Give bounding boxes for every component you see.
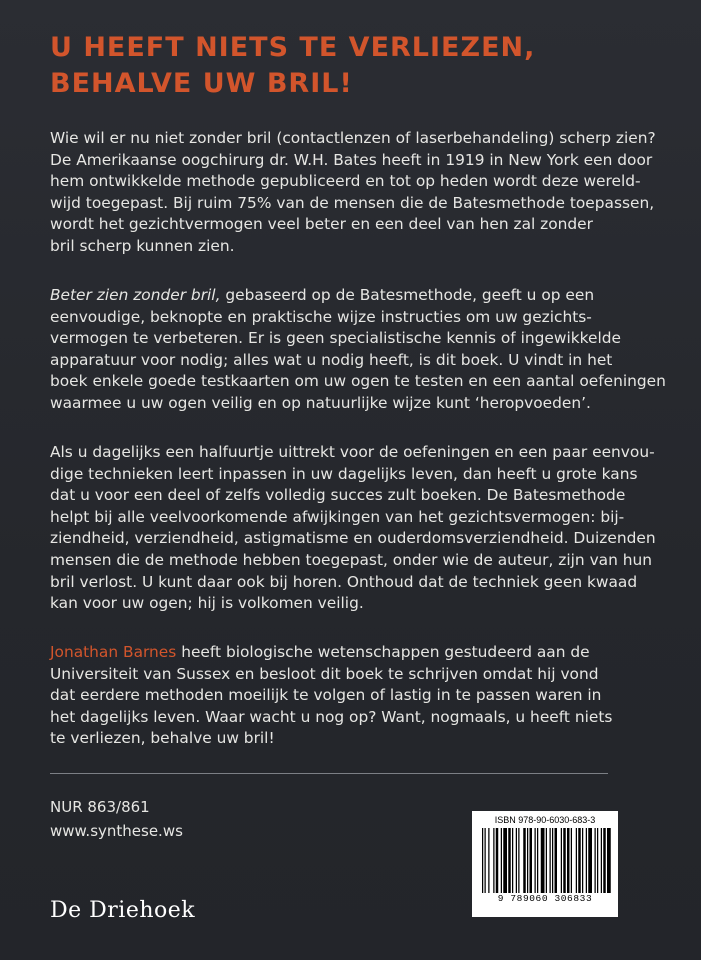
author-name: Jonathan Barnes <box>50 643 177 661</box>
text-line: het dagelijks leven. Waar wacht u nog op? Want, nogmaals, u heeft niets <box>50 707 613 726</box>
paragraph-author-bio <box>50 642 650 750</box>
barcode-bars <box>478 828 612 904</box>
text-line: dige technieken leert inpassen in uw dagelijks leven, dan heeft u grote kans <box>50 464 638 483</box>
text-span: gebaseerd op de Batesmethode, geeft u op een <box>220 286 595 304</box>
divider <box>50 773 608 774</box>
publisher-logo: De Driehoek <box>50 898 196 923</box>
text-line <box>50 285 650 307</box>
text-line: mensen die de methode hebben toegepast, onder wie de auteur, zijn van hun <box>50 550 653 569</box>
text-line: bril scherp kunnen zien. <box>50 236 235 255</box>
text-line: De Amerikaanse oogchirurg dr. W.H. Bates heeft in 1919 in New York een door <box>50 150 653 169</box>
text-line: ziendheid, verziendheid, astigmatisme en ouderdomsverziendheid. Duizenden <box>50 529 656 548</box>
text-line: hem ontwikkelde methode gepubliceerd en tot op heden wordt deze wereld- <box>50 172 641 191</box>
paragraph-intro <box>50 128 656 258</box>
text-span: heeft biologische wetenschappen gestudeerd aan de <box>176 643 590 661</box>
headline-line-2: BEHALVE UW BRIL! <box>50 68 353 99</box>
isbn-barcode <box>472 811 618 917</box>
text-line: Als u dagelijks een halfuurtje uittrekt voor de oefeningen en een paar eenvou- <box>50 443 655 461</box>
text-line: wordt het gezichtvermogen veel beter en een deel van hen zal zonder <box>50 215 593 234</box>
text-line: apparatuur voor nodig; alles wat u nodig heeft, is dit boek. U vindt in het <box>50 350 613 369</box>
text-line: te verliezen, behalve uw bril! <box>50 729 275 748</box>
book-title-italic: Beter zien zonder bril, <box>50 286 221 304</box>
text-line: helpt bij alle veelvoorkomende afwijkingen van het gezichtsvermogen: bij- <box>50 507 625 526</box>
nur-code: NUR 863/861 <box>50 798 150 816</box>
paragraph-book-description <box>50 285 666 415</box>
text-line: dat eerdere methoden moeilijk te volgen of lastig in te passen waren in <box>50 686 602 705</box>
isbn-label: ISBN 978-90-6030-683-3 <box>494 815 596 825</box>
book-meta <box>50 795 183 843</box>
paragraph-method-benefits <box>50 442 656 615</box>
website-link[interactable]: www.synthese.ws <box>50 822 183 840</box>
text-line: boek enkele goede testkaarten om uw ogen te testen en een aantal oefeningen <box>50 372 666 391</box>
text-line: dat u voor een deel of zelfs volledig succes zult boeken. De Batesmethode <box>50 486 626 505</box>
text-line: Universiteit van Sussex en besloot dit boek te schrijven omdat hij vond <box>50 664 599 683</box>
text-line: bril verlost. U kunt daar ook bij horen. Onthoud dat de techniek geen kwaad <box>50 572 638 591</box>
text-line: Wie wil er nu niet zonder bril (contactlenzen of laserbehandeling) scherp zien? <box>50 129 656 147</box>
text-line <box>50 642 650 664</box>
text-line: vermogen te verbeteren. Er is geen specialistische kennis of ingewikkelde <box>50 329 622 348</box>
headline <box>50 30 660 102</box>
text-line: waarmee u uw ogen veilig en op natuurlijke wijze kunt ‘heropvoeden’. <box>50 393 591 412</box>
text-line: wijd toegepast. Bij ruim 75% van de mensen die de Batesmethode toepassen, <box>50 193 655 212</box>
ean-digits: 9 789060 306833 <box>478 893 612 904</box>
text-line: eenvoudige, beknopte en praktische wijze instructies om uw gezichts- <box>50 307 592 326</box>
text-line: kan voor uw ogen; hij is volkomen veilig. <box>50 594 364 613</box>
headline-line-1: U HEEFT NIETS TE VERLIEZEN, <box>50 32 536 63</box>
